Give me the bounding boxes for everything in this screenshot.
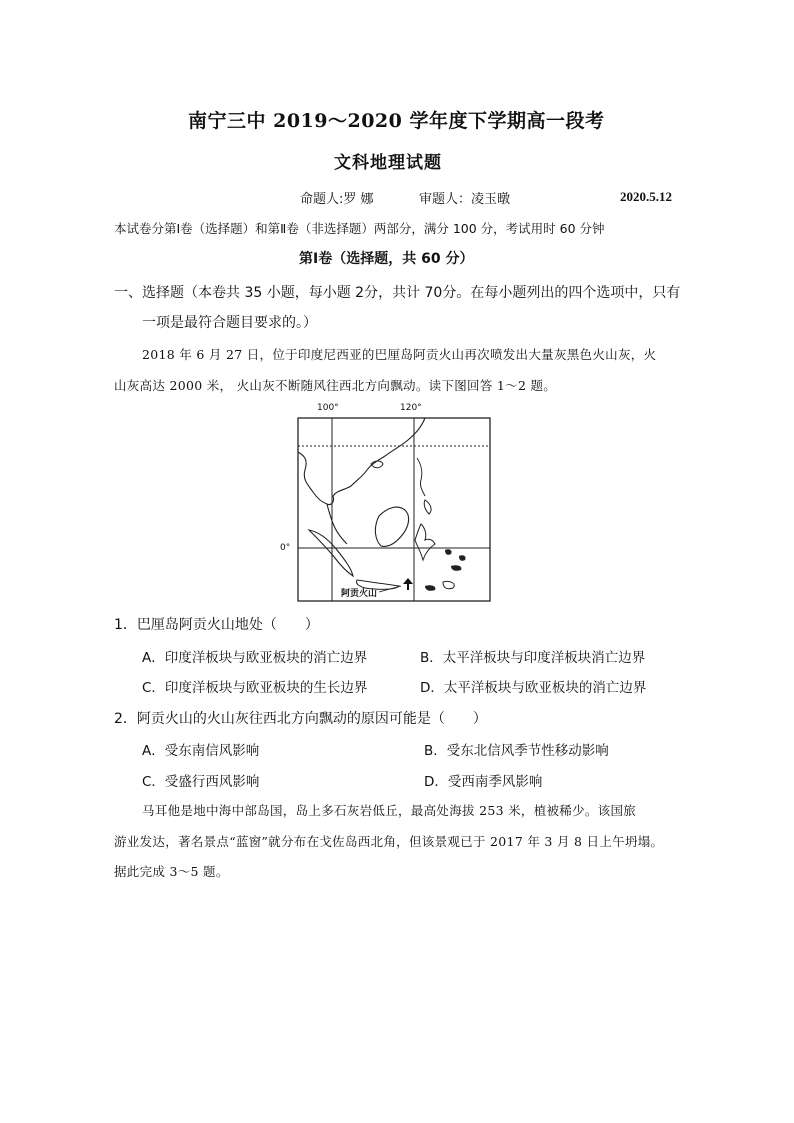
southeast-asia-map [275,400,495,605]
section-instruction-line2: 一项是最符合题目要求的。） [142,315,317,331]
question-2-option-d: D．受西南季风影响 [424,774,543,790]
question-1-stem: 1．巴厘岛阿贡火山地处（ ） [114,617,319,633]
reviewer-name: 审题人：凌玉暾 [419,192,511,207]
question-2-stem: 2．阿贡火山的火山灰往西北方向飘动的原因可能是（ ） [114,711,487,727]
exam-date: 2020.5.12 [620,189,672,204]
passage2-line1: 马耳他是地中海中部岛国，岛上多石灰岩低丘，最高处海拔 253 米，植被稀少。该国旅 [142,803,637,818]
passage2-line2: 游业发达，著名景点“蓝窗”就分布在戈佐岛西北角，但该景观已于 2017 年 3 月 8 日上午坍塌。 [114,834,664,849]
part1-heading: 第Ⅰ卷（选择题，共 60 分） [299,251,474,267]
question-1-option-c: C．印度洋板块与欧亚板块的生长边界 [142,680,368,696]
volcano-label: 阿贡火山 [341,589,378,599]
exam-title: 南宁三中 2019～2020 学年度下学期高一段考 [188,110,605,132]
map-drawing [275,400,495,605]
passage1-line2: 山灰高达 2000 米， 火山灰不断随风往西北方向飘动。读下图回答 1～2 题。 [114,378,557,393]
exam-subtitle: 文科地理试题 [334,153,442,173]
passage2-line3: 据此完成 3～5 题。 [114,864,229,879]
section-instruction-line1: 一、选择题（本卷共 35 小题，每小题 2分，共计 70分。在每小题列出的四个选项中，只有 [114,285,681,301]
question-1-option-b: B．太平洋板块与印度洋板块消亡边界 [420,650,646,666]
setter-name: 命题人:罗 娜 [300,192,374,207]
question-2-option-a: A．受东南信风影响 [142,743,260,759]
question-1-option-d: D．太平洋板块与欧亚板块的消亡边界 [420,680,647,696]
passage1-line1: 2018 年 6 月 27 日，位于印度尼西亚的巴厘岛阿贡火山再次喷发出大量灰黑色火山灰，火 [142,347,657,362]
longitude-label-100: 100° [317,403,339,413]
question-1-option-a: A．印度洋板块与欧亚板块的消亡边界 [142,650,368,666]
question-2-option-b: B．受东北信风季节性移动影响 [424,743,609,759]
longitude-label-120: 120° [400,403,422,413]
question-2-option-c: C．受盛行西风影响 [142,774,260,790]
exam-instructions: 本试卷分第Ⅰ卷（选择题）和第Ⅱ卷（非选择题）两部分，满分 100 分，考试用时 60 分钟 [114,221,605,236]
latitude-label-0: 0° [280,543,291,553]
